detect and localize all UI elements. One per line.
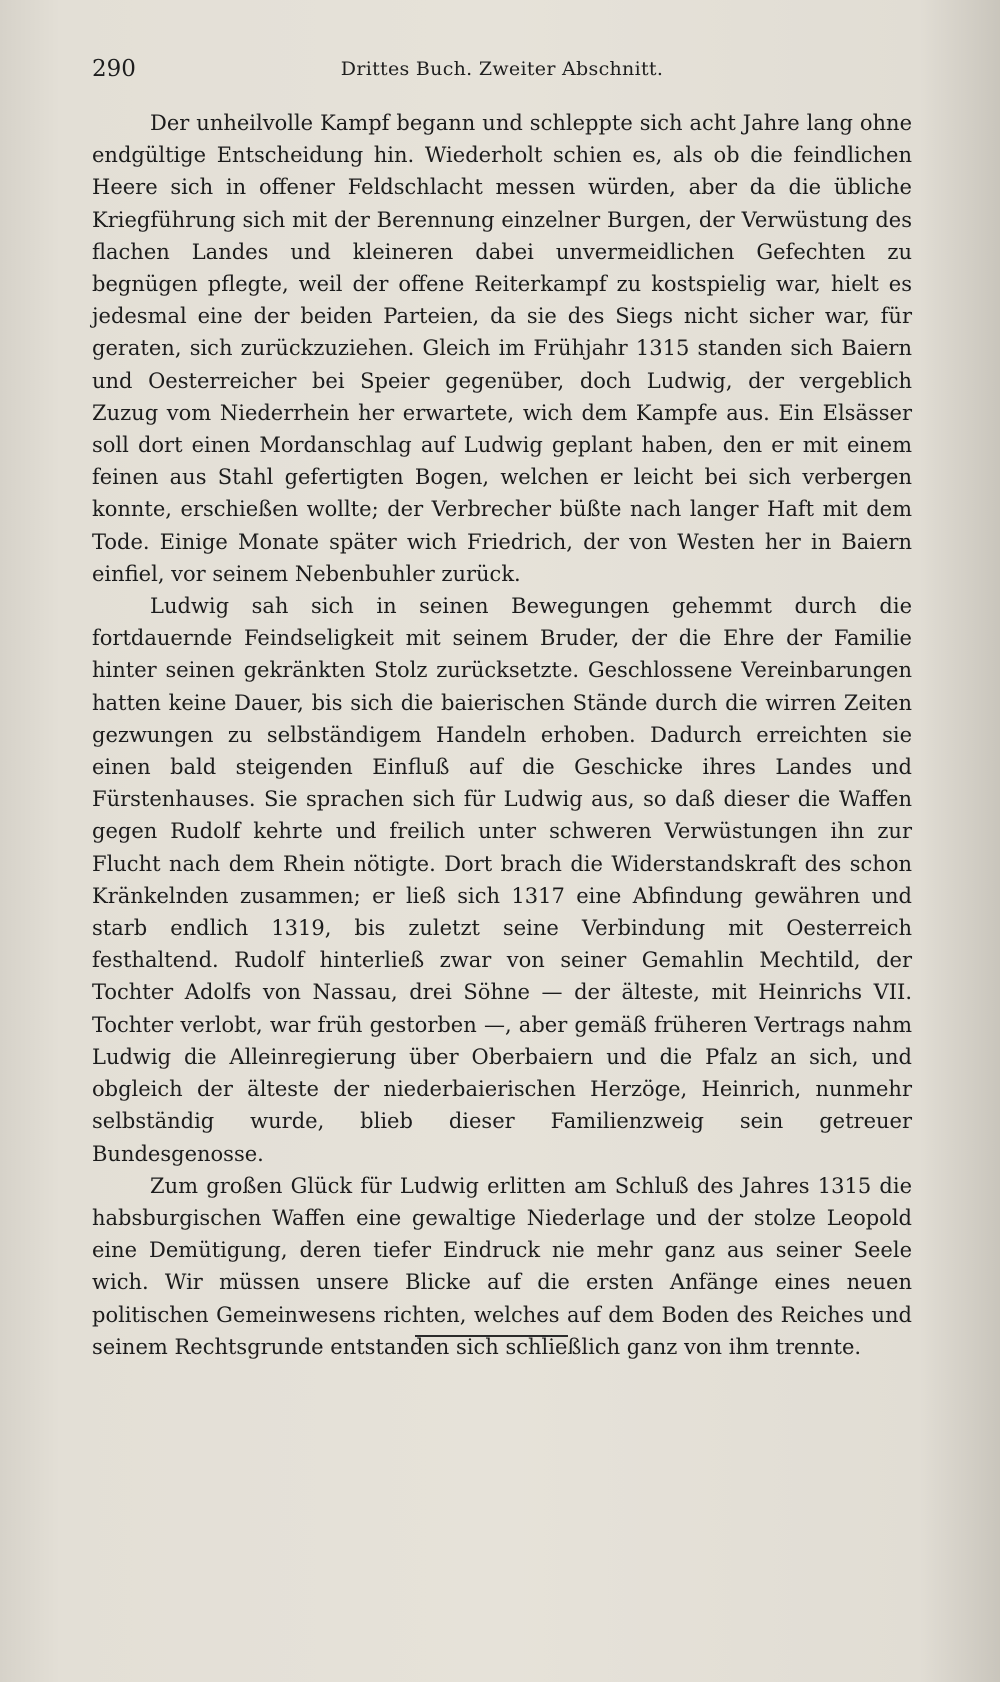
running-head: Drittes Buch. Zweiter Abschnitt. — [340, 58, 664, 80]
page-number: 290 — [92, 56, 136, 82]
page-header — [92, 56, 912, 86]
paragraph: Der unheilvolle Kampf begann und schleppte sich acht Jahre lang ohne endgültige Entscheidung hin. Wiederholt schien es, als ob die feindlichen Heere sich in offener Feldschlacht messen würden, aber da die übliche Kriegführung sich mit der Berennung einzelner Burgen, der Verwüstung des flachen Landes und kleineren dabei unvermeidlichen Gefechten zu begnügen pflegte, weil der offene Reiterkampf zu kostspielig war, hielt es jedesmal eine der beiden Parteien, da sie des Siegs nicht sicher war, für geraten, sich zurückzuziehen. Gleich im Frühjahr 1315 standen sich Baiern und Oesterreicher bei Speier gegenüber, doch Ludwig, der vergeblich Zuzug vom Niederrhein her erwartete, wich dem Kampfe aus. Ein Elsässer soll dort einen Mordanschlag auf Ludwig geplant haben, den er mit einem feinen aus Stahl gefertigten Bogen, welchen er leicht bei sich verbergen konnte, erschießen wollte; der Verbrecher büßte nach langer Haft mit dem Tode. Einige Monate später wich Friedrich, der von Westen her in Baiern einfiel, vor seinem Nebenbuhler zurück. — [92, 111, 912, 586]
paragraph: Ludwig sah sich in seinen Bewegungen gehemmt durch die fortdauernde Feindseligkeit mit seinem Bruder, der die Ehre der Familie hinter seinen gekränkten Stolz zurücksetzte. Geschlossene Vereinbarungen hatten keine Dauer, bis sich die baierischen Stände durch die wirren Zeiten gezwungen zu selbständigem Handeln erhoben. Dadurch erreichten sie einen bald steigenden Einfluß auf die Geschicke ihres Landes und Fürstenhauses. Sie sprachen sich für Ludwig aus, so daß dieser die Waffen gegen Rudolf kehrte und freilich unter schweren Verwüstungen ihn zur Flucht nach dem Rhein nötigte. Dort brach die Widerstandskraft des schon Kränkelnden zusammen; er ließ sich 1317 eine Abfindung gewähren und starb endlich 1319, bis zuletzt seine Verbindung mit Oesterreich festhaltend. Rudolf hinterließ zwar von seiner Gemahlin Mechtild, der Tochter Adolfs von Nassau, drei Söhne — der älteste, mit Heinrichs VII. Tochter verlobt, war früh gestorben —, aber gemäß früheren Vertrags nahm Ludwig die Alleinregierung über Oberbaiern und die Pfalz an sich, und obgleich der älteste der niederbaierischen Herzöge, Heinrich, nunmehr selbständig wurde, blieb dieser Familienzweig sein getreuer Bundesgenosse. — [92, 594, 912, 1166]
paragraph: Zum großen Glück für Ludwig erlitten am Schluß des Jahres 1315 die habsburgischen Waffen eine gewaltige Niederlage und der stolze Leopold eine Demütigung, deren tiefer Eindruck nie mehr ganz aus seiner Seele wich. Wir müssen unsere Blicke auf die ersten Anfänge eines neuen politischen Gemeinwesens richten, welches auf dem Boden des Reiches und seinem Rechtsgrunde entstanden sich schließlich ganz von ihm trennte. — [92, 1173, 912, 1359]
section-end-rule — [415, 1335, 568, 1337]
body-text — [92, 107, 912, 1363]
